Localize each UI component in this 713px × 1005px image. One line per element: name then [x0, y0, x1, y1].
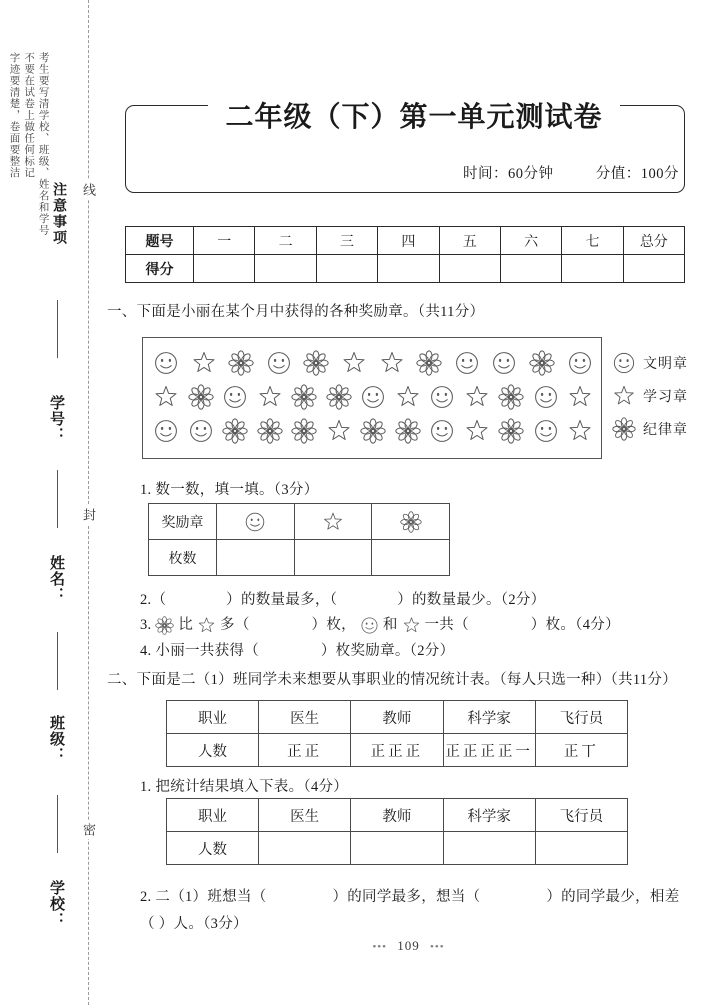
field-divider-rule — [57, 632, 58, 690]
result-job-scientist: 科学家 — [443, 799, 535, 832]
smiley-icon — [454, 350, 480, 376]
score-col-5: 五 — [439, 227, 500, 255]
star-icon — [395, 384, 421, 410]
smiley-icon — [533, 418, 559, 444]
score-input-cell-total[interactable] — [623, 255, 684, 283]
star-icon — [257, 384, 283, 410]
left-binding-margin — [0, 0, 104, 1005]
star-icon — [567, 418, 593, 444]
footer-dots-left: ••• — [372, 941, 387, 953]
legend-item-star — [612, 379, 688, 412]
icon-row — [153, 414, 591, 448]
score-summary-table — [125, 226, 685, 283]
score-col-1: 一 — [194, 227, 255, 255]
table-row — [149, 504, 450, 540]
footer-dots-right: ••• — [430, 941, 445, 953]
question-1-3-text — [140, 613, 620, 635]
tally-job-scientist: 科学家 — [443, 701, 535, 734]
table-row — [149, 540, 450, 576]
score-input-cell-7[interactable] — [562, 255, 623, 283]
flower-icon — [291, 384, 317, 410]
question-1-3-part-e: 和 — [382, 617, 398, 633]
name-field-label: 姓名： — [48, 555, 64, 603]
field-divider-rule — [57, 300, 58, 358]
award-header-star — [294, 504, 372, 540]
flower-icon — [155, 616, 174, 635]
question-1-2-part-a: 2.（ — [140, 592, 167, 608]
award-count-cell-flower[interactable] — [372, 540, 450, 576]
legend-label: 学习章 — [643, 389, 688, 405]
tally-marks-pilot: 正丅 — [535, 734, 627, 767]
icon-row — [153, 346, 591, 380]
smiley-icon — [360, 616, 379, 635]
question-1-4-part-b: ）枚奖励章。（2分） — [320, 643, 455, 659]
page-footer — [104, 938, 713, 954]
exam-meta — [459, 162, 683, 183]
result-count-doctor[interactable] — [259, 832, 351, 865]
tally-table-row-label: 职业 — [167, 701, 259, 734]
job-result-table — [166, 798, 628, 865]
smiley-icon — [360, 384, 386, 410]
star-icon — [341, 350, 367, 376]
award-count-table — [148, 503, 450, 576]
star-icon — [464, 418, 490, 444]
question-1-3-part-g: ）枚。（4分） — [530, 617, 620, 633]
result-table-row-label: 人数 — [167, 832, 259, 865]
award-icon-grid — [142, 337, 602, 459]
field-divider-rule — [57, 795, 58, 853]
legend-item-flower — [612, 412, 688, 445]
result-table-row-label: 职业 — [167, 799, 259, 832]
question-1-3-part-b: 比 — [178, 617, 194, 633]
award-count-cell-star[interactable] — [294, 540, 372, 576]
star-icon — [567, 384, 593, 410]
legend-label: 纪律章 — [643, 422, 688, 438]
star-icon — [464, 384, 490, 410]
question-2-2-part-a: 2. 二（1）班想当（ — [140, 889, 267, 905]
award-table-row-label: 奖励章 — [149, 504, 217, 540]
score-input-cell-2[interactable] — [255, 255, 316, 283]
flower-icon — [326, 384, 352, 410]
question-1-2-part-b: ）的数量最多，（ — [226, 592, 338, 608]
score-input-cell-5[interactable] — [439, 255, 500, 283]
tally-marks-scientist: 正正正正一 — [443, 734, 535, 767]
notice-line-2: 不要在试卷上做任何标记 — [23, 52, 35, 179]
award-table-row-label: 枚数 — [149, 540, 217, 576]
smiley-icon — [567, 350, 593, 376]
table-row — [167, 832, 628, 865]
score-col-3: 三 — [316, 227, 377, 255]
score-input-cell-3[interactable] — [316, 255, 377, 283]
icon-row — [153, 380, 591, 414]
score-col-7: 七 — [562, 227, 623, 255]
flower-icon — [222, 418, 248, 444]
smiley-icon — [153, 350, 179, 376]
star-icon — [326, 418, 352, 444]
notice-line-1: 考生要写清学校、班级、姓名和学号 — [37, 52, 49, 236]
table-row — [167, 734, 628, 767]
school-field-label: 学校： — [48, 880, 64, 928]
table-row — [167, 799, 628, 832]
tally-marks-teacher: 正正正 — [351, 734, 443, 767]
score-col-2: 二 — [255, 227, 316, 255]
tally-job-teacher: 教师 — [351, 701, 443, 734]
tally-table-row-label: 人数 — [167, 734, 259, 767]
question-2-2-part-b: ）的同学最多，想当（ — [332, 889, 481, 905]
score-input-cell-4[interactable] — [378, 255, 439, 283]
star-icon — [612, 384, 636, 408]
star-icon — [402, 616, 421, 635]
class-field-label: 班级： — [48, 715, 64, 763]
smiley-icon — [429, 384, 455, 410]
page-number: 109 — [397, 938, 420, 953]
flower-icon — [395, 418, 421, 444]
flower-icon — [612, 417, 636, 441]
exam-notice-block — [8, 52, 49, 236]
result-count-teacher[interactable] — [351, 832, 443, 865]
question-1-3-part-f: 一共（ — [424, 617, 469, 633]
star-icon — [197, 616, 216, 635]
job-tally-table — [166, 700, 628, 767]
flower-icon — [416, 350, 442, 376]
question-1-2-text — [140, 588, 546, 609]
smiley-icon — [612, 351, 636, 375]
flower-icon — [400, 511, 422, 533]
star-icon — [379, 350, 405, 376]
legend-label: 文明章 — [643, 356, 688, 372]
star-icon — [322, 511, 344, 533]
seal-dashed-line — [88, 0, 89, 1005]
smiley-icon — [153, 418, 179, 444]
test-paper-sheet — [104, 0, 713, 1005]
award-count-cell-smiley[interactable] — [217, 540, 295, 576]
question-1-2-part-c: ）的数量最少。（2分） — [397, 592, 546, 608]
smiley-icon — [533, 384, 559, 410]
smiley-icon — [491, 350, 517, 376]
question-1-1-text: 1. 数一数，填一填。（3分） — [140, 482, 319, 498]
result-count-scientist[interactable] — [443, 832, 535, 865]
section-two-heading: 二、下面是二（1）班同学未来想要从事职业的情况统计表。（每人只选一种）（共11分） — [107, 672, 678, 688]
notice-line-3: 字迹要清楚，卷面要整洁 — [8, 52, 20, 179]
seal-char-mi: 密 — [79, 820, 98, 839]
smiley-icon — [188, 418, 214, 444]
question-2-2-part-c: ）的同学最少，相差 — [546, 889, 680, 905]
flower-icon — [529, 350, 555, 376]
question-2-1-text: 1. 把统计结果填入下表。（4分） — [140, 779, 349, 795]
award-header-smiley — [217, 504, 295, 540]
page-title: 二年级（下）第一单元测试卷 — [208, 95, 620, 135]
result-job-teacher: 教师 — [351, 799, 443, 832]
question-1-4-part-a: 4. 小丽一共获得（ — [140, 643, 259, 659]
exam-total-score: 分值：100分 — [595, 166, 679, 182]
score-input-cell-6[interactable] — [500, 255, 561, 283]
flower-icon — [228, 350, 254, 376]
star-icon — [153, 384, 179, 410]
seal-char-feng: 封 — [79, 505, 98, 524]
tally-marks-doctor: 正正 — [259, 734, 351, 767]
score-table-row-label: 得分 — [126, 255, 194, 283]
flower-icon — [498, 384, 524, 410]
smiley-icon — [266, 350, 292, 376]
flower-icon — [498, 418, 524, 444]
question-2-2-line-1 — [140, 885, 680, 906]
tally-job-doctor: 医生 — [259, 701, 351, 734]
field-divider-rule — [57, 470, 58, 528]
exam-duration: 时间：60分钟 — [463, 166, 554, 182]
flower-icon — [303, 350, 329, 376]
question-2-2-line-2: （ ）人。（3分） — [140, 916, 248, 932]
question-1-3-number: 3. — [140, 617, 152, 633]
score-table-row-label: 题号 — [126, 227, 194, 255]
flower-icon — [360, 418, 386, 444]
smiley-icon — [222, 384, 248, 410]
score-col-total: 总分 — [623, 227, 684, 255]
score-input-cell-1[interactable] — [194, 255, 255, 283]
award-header-flower — [372, 504, 450, 540]
smiley-icon — [244, 511, 266, 533]
seal-char-xian: 线 — [79, 180, 98, 199]
student-id-field-label: 学号： — [48, 395, 64, 443]
smiley-icon — [429, 418, 455, 444]
flower-icon — [188, 384, 214, 410]
notice-label: 注意事项 — [51, 182, 66, 246]
result-job-pilot: 飞行员 — [535, 799, 627, 832]
question-1-3-part-c: 多（ — [220, 617, 250, 633]
score-col-6: 六 — [500, 227, 561, 255]
flower-icon — [257, 418, 283, 444]
star-icon — [191, 350, 217, 376]
table-row — [167, 701, 628, 734]
legend-item-smiley — [612, 346, 688, 379]
section-one-heading: 一、下面是小丽在某个月中获得的各种奖励章。（共11分） — [107, 304, 485, 320]
award-legend — [612, 346, 688, 445]
tally-job-pilot: 飞行员 — [535, 701, 627, 734]
result-job-doctor: 医生 — [259, 799, 351, 832]
flower-icon — [291, 418, 317, 444]
result-count-pilot[interactable] — [535, 832, 627, 865]
question-1-3-part-d: ）枚， — [311, 617, 356, 633]
table-row — [126, 227, 685, 255]
question-1-4-text — [140, 639, 454, 660]
table-row — [126, 255, 685, 283]
score-col-4: 四 — [378, 227, 439, 255]
